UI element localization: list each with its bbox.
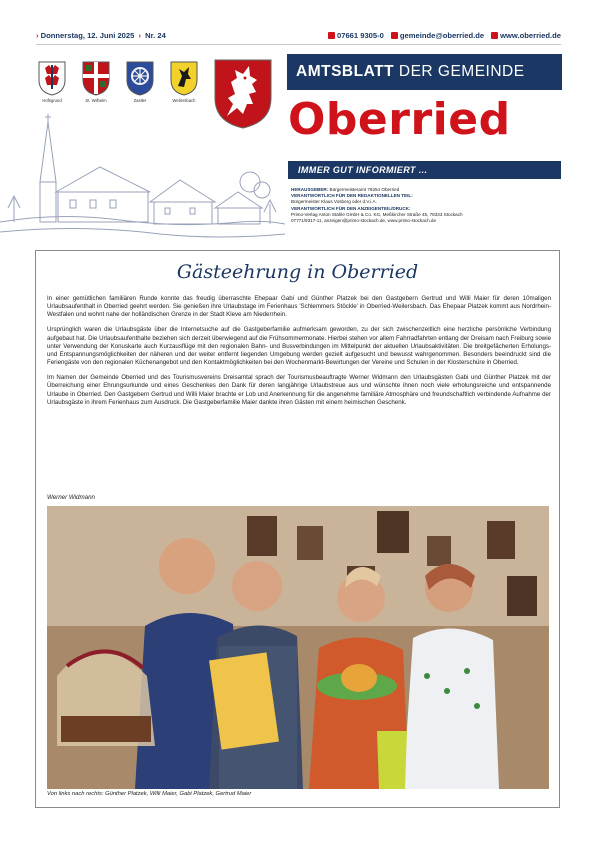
district-crests — [33, 60, 201, 110]
amtsblatt-title: AMTSBLATT — [296, 63, 395, 80]
contact-phone: 07661 9305-0 — [337, 31, 384, 40]
article-box — [35, 250, 560, 808]
article-headline: Gästeehrung in Oberried — [176, 261, 419, 283]
zastler-crest-icon — [125, 60, 155, 96]
phone-icon — [328, 32, 335, 39]
st-wilhelm-crest-icon — [81, 60, 111, 96]
village-church-illustration — [0, 112, 285, 247]
photo-caption: Von links nach rechts: Günther Platzek, Willi Maier, Gabi Platzek, Gertrud Maier — [47, 791, 252, 797]
top-info-bar — [36, 31, 561, 45]
header-divider — [36, 44, 561, 45]
der-gemeinde-label: DER GEMEINDE — [398, 63, 525, 80]
article-body — [47, 295, 551, 414]
issue-number: Nr. 24 — [145, 31, 166, 40]
crest-weilersbach: Weilersbach — [165, 60, 203, 103]
issue-date: Donnerstag, 12. Juni 2025 — [40, 31, 135, 40]
contact-email-link[interactable]: gemeinde@oberried.de — [399, 31, 485, 40]
weilersbach-crest-icon — [169, 60, 199, 96]
article-paragraph: Ursprünglich waren die Urlaubsgäste über die Internetsuche auf die Gastgeberfamilie aufmerksam geworden, zu der sich zwischenzeitlich eine herzliche persönliche Verbindung aufgebaut hat. Die Urlaubsaufenthalte beziehen sich derzeit überwiegend auf die Frühsommermonate. Hierbei stehen vor allem Fahrradfahrten entlang der Dreisam nach Freiburg sowie unter Verwendung der Konuskarte auch Kurzausflüge mit den regionalen Bahn- und Busverbindungen im Mittelpunkt der aktuellen Urlaubsaktivitäten. Die breitgefächerten Erholungs- und Entspannungsmöglichkeiten der näheren und der weiter entfernt liegenden Umgebung werden gezielt aufgesucht und bewusst wahrgenommen. Besonders beeindruckt sind die Feriengäste von den regionalen Küchenangebot und den Kontaktmöglichkeiten bei den Wochenmarkt-Bewirtungen der Vereine und Schulen in der Klosterschüre in Oberried. — [47, 326, 551, 367]
crest-zastler: Zastler — [121, 60, 159, 103]
article-author: Werner Widmann — [47, 494, 95, 501]
imprint-block: HERAUSGEBER: Bürgermeisteramt 79254 Oberried VERANTWORTLICH FÜR DEN REDAKTIONELLEN TEIL: Bürgermeister Klaus Vosberg oder d.V.i.A. VERANTWORTLICH FÜR DEN ANZEIGENTEIL/DRUCK: Primo-Verlag Anton Stähle GmbH & Co. KG, Meßkircher Straße 45, 78333 Stockach 07771/9317-11, anzeigen@primo-stockach.de, www.primo-stockach.de — [291, 187, 463, 224]
issue-info: › Donnerstag, 12. Juni 2025 › Nr. 24 — [36, 31, 166, 40]
globe-icon — [491, 32, 498, 39]
article-paragraph: In einer gemütlichen familiären Runde konnte das freudig überraschte Ehepaar Gabi und Günther Platzek bei den Gastgebern Gertrud und Willi Maier für deren 10maligen Urlaubsaufenthalt in Oberried geehrt werden. Sie genießen ihre Urlaubstage im Ferienhaus 'Schlemmers Stöckle' in Oberried-Weilersbach. Das Ehepaar Platzek kommt aus Nordrhein-Westfalen und wohnt nahe der holländischen Grenze in der Stadt Kleve am Niederrhein. — [47, 295, 551, 319]
mail-icon — [391, 32, 398, 39]
amtsblatt-banner — [287, 54, 562, 90]
contact-info — [328, 31, 561, 40]
hofsgrund-crest-icon — [37, 60, 67, 96]
group-photo — [47, 506, 549, 789]
crest-st-wilhelm: St. Wilhelm — [77, 60, 115, 103]
contact-web-link[interactable]: www.oberried.de — [500, 31, 561, 40]
slogan-banner: IMMER GUT INFORMIERT ... — [288, 161, 561, 179]
municipality-name: Oberried — [288, 94, 511, 145]
crest-hofsgrund: Hofsgrund — [33, 60, 71, 103]
article-paragraph: Im Namen der Gemeinde Oberried und des Tourismusvereins Dreisamtal sprach der Tourismusbeauftragte Werner Widmann den Urlaubsgästen Gabi und Günther Platzek mit der Überreichung einer Ehrungsurkunde und eines Geschenkes den Dank für deren langjährige Urlaubstreue aus und wünschte ihnen noch viele erholungsreiche und entspannende Urlaube in Oberried. Den Gastgebern Gertrud und Willi Maier brachte er Lob und Anerkennung für die angenehme familiäre Atmosphäre und freundschaftlich verbindende Aufnahme der Urlaubsgäste in ihrem Ferienhaus zum Ausdruck. Die Gastgeberfamilie Maier dankte ihren Gästen mit einem heimischen Geschenk. — [47, 374, 551, 406]
